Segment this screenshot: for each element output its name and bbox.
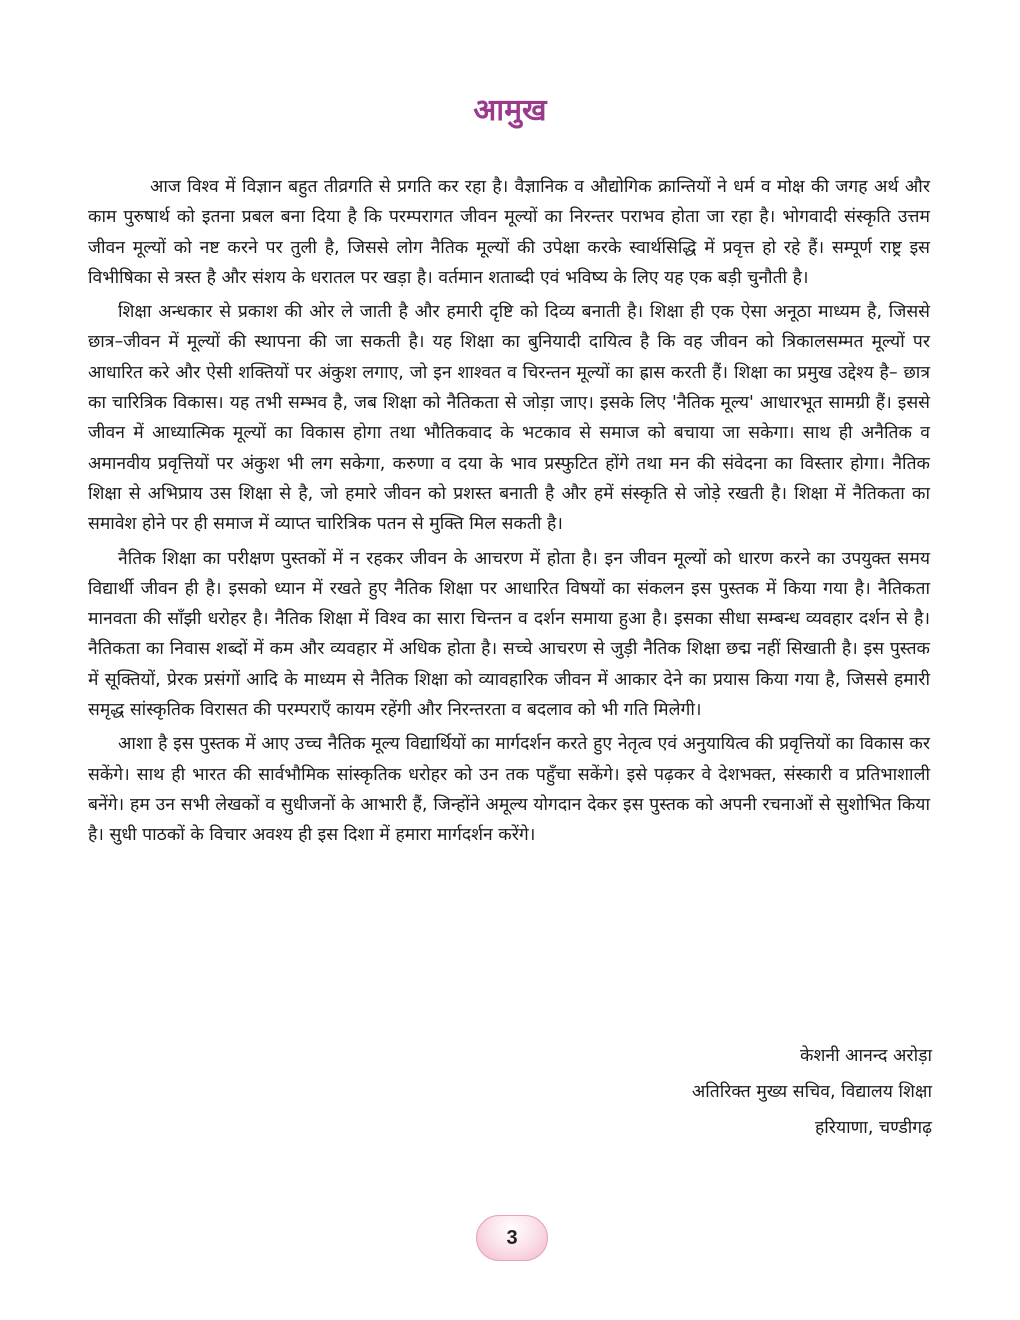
paragraph-4: आशा है इस पुस्तक में आए उच्च नैतिक मूल्य विद्यार्थियों का मार्गदर्शन करते हुए नेतृत्व एवं अनुयायित्व की प्रवृत्तियों का विकास कर सकेंगे। साथ ही भारत की सार्वभौमिक सांस्कृतिक धरोहर को उन तक पहुँचा सकेंगे। इसे पढ़कर वे देशभक्त, संस्कारी व प्रतिभाशाली बनेंगे। हम उन सभी लेखकों व सुधीजनों के आभारी हैं, जिन्होंने अमूल्य योगदान देकर इस पुस्तक को अपनी रचनाओं से सुशोभित किया है। सुधी पाठकों के विचार अवश्य ही इस दिशा में हमारा मार्गदर्शन करेंगे।	[88, 734, 930, 846]
signatory-designation: अतिरिक्त मुख्य सचिव, विद्यालय शिक्षा	[691, 1082, 932, 1102]
signature-block	[692, 1038, 932, 1146]
page-title: आमुख	[473, 93, 547, 128]
paragraph-3: नैतिक शिक्षा का परीक्षण पुस्तकों में न रहकर जीवन के आचरण में होता है। इन जीवन मूल्यों को धारण करने का उपयुक्त समय विद्यार्थी जीवन ही है। इसको ध्यान में रखते हुए नैतिक शिक्षा पर आधारित विषयों का संकलन इस पुस्तक में किया गया है। नैतिकता मानवता की साँझी धरोहर है। नैतिक शिक्षा में विश्व का सारा चिन्तन व दर्शन समाया हुआ है। इसका सीधा सम्बन्ध व्यवहार दर्शन से है। नैतिकता का निवास शब्दों में कम और व्यवहार में अधिक होता है। सच्चे आचरण से जुड़ी नैतिक शिक्षा छद्म नहीं सिखाती है। इस पुस्तक में सूक्तियों, प्रेरक प्रसंगों आदि के माध्यम से नैतिक शिक्षा को व्यावहारिक जीवन में आकार देने का प्रयास किया गया है, जिससे हमारी समृद्ध सांस्कृतिक विरासत की परम्पराएँ कायम रहेंगी और निरन्तरता व बदलाव को भी गति मिलेगी।	[88, 548, 930, 721]
preface-body	[88, 172, 930, 855]
page-number: 3	[506, 1226, 518, 1249]
paragraph-1: आज विश्व में विज्ञान बहुत तीव्रगति से प्रगति कर रहा है। वैज्ञानिक व औद्योगिक क्रान्तियों ने धर्म व मोक्ष की जगह अर्थ और काम पुरुषार्थ को इतना प्रबल बना दिया है कि परम्परागत जीवन मूल्यों का निरन्तर पराभव होता जा रहा है। भोगवादी संस्कृति उत्तम जीवन मूल्यों को नष्ट करने पर तुली है, जिससे लोग नैतिक मूल्यों की उपेक्षा करके स्वार्थसिद्धि में प्रवृत्त हो रहे हैं। सम्पूर्ण राष्ट्र इस विभीषिका से त्रस्त है और संशय के धरातल पर खड़ा है। वर्तमान शताब्दी एवं भविष्य के लिए यह एक बड़ी चुनौती है।	[88, 177, 930, 288]
signatory-location: हरियाणा, चण्डीगढ़	[814, 1118, 932, 1138]
page-number-badge	[476, 1215, 548, 1261]
paragraph-2: शिक्षा अन्धकार से प्रकाश की ओर ले जाती है और हमारी दृष्टि को दिव्य बनाती है। शिक्षा ही एक ऐसा अनूठा माध्यम है, जिससे छात्र–जीवन में मूल्यों की स्थापना की जा सकती है। यह शिक्षा का बुनियादी दायित्व है कि वह जीवन को त्रिकालसम्मत मूल्यों पर आधारित करे और ऐसी शक्तियों पर अंकुश लगाए, जो इन शाश्वत व चिरन्तन मूल्यों का ह्रास करती हैं। शिक्षा का प्रमुख उद्देश्य है– छात्र का चारित्रिक विकास। यह तभी सम्भव है, जब शिक्षा को नैतिकता से जोड़ा जाए। इसके लिए 'नैतिक मूल्य' आधारभूत सामग्री हैं। इससे जीवन में आध्यात्मिक मूल्यों का विकास होगा तथा भौतिकवाद के भटकाव से समाज को बचाया जा सकेगा। साथ ही अनैतिक व अमानवीय प्रवृत्तियों पर अंकुश भी लग सकेगा, करुणा व दया के भाव प्रस्फुटित होंगे तथा मन की संवेदना का विस्तार होगा। नैतिक शिक्षा से अभिप्राय उस शिक्षा से है, जो हमारे जीवन को प्रशस्त बनाती है और हमें संस्कृति से जोड़े रखती है। शिक्षा में नैतिकता का समावेश होने पर ही समाज में व्याप्त चारित्रिक पतन से मुक्ति मिल सकती है।	[88, 302, 930, 535]
signatory-name: केशनी आनन्द अरोड़ा	[800, 1046, 932, 1066]
